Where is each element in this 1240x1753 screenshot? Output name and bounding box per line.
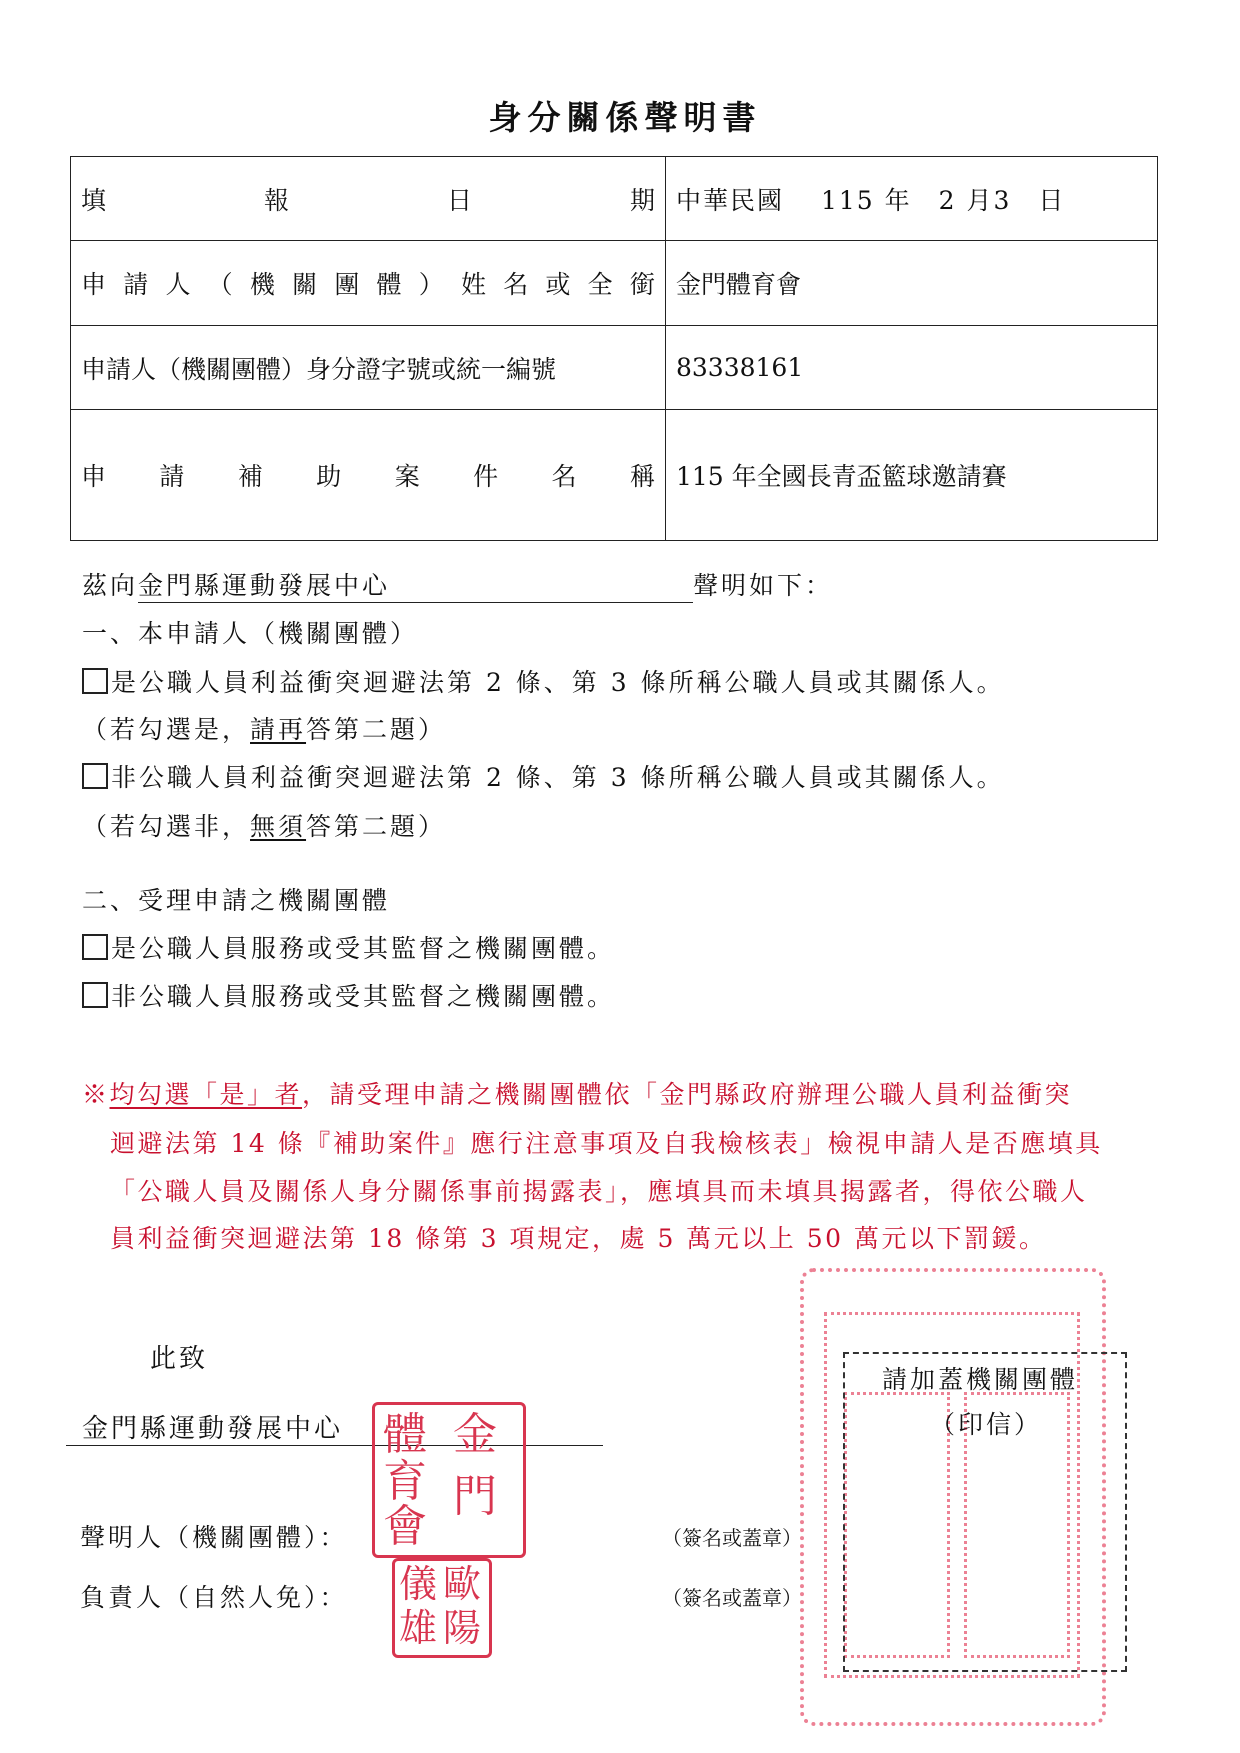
label-char: 日 bbox=[446, 185, 472, 215]
notice-line-1 bbox=[82, 1075, 1072, 1111]
section1-option-no[interactable] bbox=[82, 758, 1005, 794]
notice-line-2: 迴避法第 14 條『補助案件』應行注意事項及自我檢核表」檢視申請人是否應填具 bbox=[110, 1129, 1103, 1158]
table-row bbox=[71, 241, 1158, 326]
declaration-prefix: 茲向 bbox=[82, 571, 139, 600]
label-char: 稱 bbox=[629, 462, 655, 491]
option-text: 非公職人員利益衝突迴避法第 2 條、第 3 條所稱公職人員或其關係人。 bbox=[111, 763, 1005, 792]
note-text: （若勾選非， bbox=[82, 812, 251, 841]
label-char: 補 bbox=[237, 462, 263, 491]
label-char: 關 bbox=[292, 270, 318, 299]
label-char: 期 bbox=[629, 185, 655, 215]
seal-char: 會 bbox=[383, 1501, 427, 1552]
label-date bbox=[71, 157, 666, 241]
section1-note-yes bbox=[82, 710, 446, 746]
value-applicant-id: 83338161 bbox=[666, 326, 1158, 410]
label-char: 申 bbox=[81, 462, 107, 491]
label-char: 全 bbox=[587, 270, 613, 299]
label-char: 名 bbox=[503, 270, 529, 299]
label-char: 請 bbox=[123, 270, 149, 299]
page-title: 身分關係聲明書 bbox=[488, 98, 762, 137]
note-text: （若勾選是， bbox=[82, 715, 251, 744]
label-char: 報 bbox=[263, 185, 289, 215]
checkbox[interactable] bbox=[82, 982, 108, 1008]
label-char: 人 bbox=[165, 270, 191, 299]
value-case-name: 115 年全國長青盃籃球邀請賽 bbox=[666, 410, 1158, 541]
section1-heading: 一、本申請人（機關團體） bbox=[82, 619, 419, 648]
declarant-sign-hint: （簽名或蓋章） bbox=[662, 1526, 802, 1550]
label-char: （ bbox=[207, 270, 233, 299]
note-text: 答第二題） bbox=[306, 715, 447, 744]
seal-char: 門 bbox=[453, 1471, 497, 1522]
value-applicant-name: 金門體育會 bbox=[666, 241, 1158, 326]
label-char: 機 bbox=[249, 270, 275, 299]
notice-line-4: 員利益衝突迴避法第 18 條第 3 項規定，處 5 萬元以上 50 萬元以下罰鍰。 bbox=[110, 1224, 1047, 1253]
table-row bbox=[71, 326, 1158, 410]
label-char: 申 bbox=[81, 270, 107, 299]
reference-mark: ※ bbox=[82, 1080, 110, 1109]
seal-char: 金 bbox=[453, 1409, 497, 1460]
notice-emphasis: 均勾選「是」者 bbox=[109, 1080, 303, 1109]
seal-char: 陽 bbox=[443, 1606, 482, 1650]
seal-char: 體 bbox=[383, 1409, 427, 1460]
note-text: 答第二題） bbox=[306, 812, 447, 841]
info-table bbox=[70, 156, 1158, 541]
representative-seal bbox=[392, 1558, 492, 1658]
seal-area-box bbox=[843, 1352, 1127, 1672]
seal-char: 歐 bbox=[443, 1562, 482, 1606]
seal-box-instruction: 請加蓋機關團體 bbox=[882, 1365, 1079, 1394]
label-char: 案 bbox=[394, 462, 420, 491]
section1-note-no bbox=[82, 807, 446, 843]
org-seal bbox=[372, 1402, 526, 1558]
salutation: 此致 bbox=[150, 1344, 209, 1374]
label-char: 銜 bbox=[629, 270, 655, 299]
declarant-label: 聲明人（機關團體）： bbox=[80, 1523, 348, 1552]
seal-char: 儀 bbox=[399, 1562, 438, 1606]
declaration-suffix: 聲明如下： bbox=[693, 571, 834, 600]
option-text: 非公職人員服務或受其監督之機關團體。 bbox=[111, 982, 616, 1011]
representative-sign-hint: （簽名或蓋章） bbox=[662, 1586, 802, 1610]
label-char: 請 bbox=[159, 462, 185, 491]
label-applicant-name bbox=[71, 241, 666, 326]
declaration-recipient: 金門縣運動發展中心 bbox=[138, 566, 693, 603]
seal-char: 育 bbox=[383, 1456, 427, 1507]
section2-heading: 二、受理申請之機關團體 bbox=[82, 886, 391, 915]
notice-text: ，請受理申請之機關團體依「金門縣政府辦理公職人員利益衝突 bbox=[302, 1080, 1073, 1109]
checkbox[interactable] bbox=[82, 668, 108, 694]
checkbox[interactable] bbox=[82, 934, 108, 960]
label-char: 填 bbox=[81, 185, 107, 215]
table-row bbox=[71, 157, 1158, 241]
option-text: 是公職人員服務或受其監督之機關團體。 bbox=[111, 934, 616, 963]
label-char: 助 bbox=[316, 462, 342, 491]
value-date: 中華民國 115 年 2 月3 日 bbox=[666, 157, 1158, 241]
section2-option-no[interactable] bbox=[82, 977, 615, 1013]
section1-option-yes[interactable] bbox=[82, 663, 1005, 699]
seal-char: 雄 bbox=[399, 1606, 438, 1650]
note-emphasis: 請再 bbox=[250, 715, 307, 744]
seal-box-instruction-2: （印信） bbox=[930, 1410, 1043, 1439]
closing-recipient: 金門縣運動發展中心 bbox=[82, 1414, 344, 1444]
label-char: 姓 bbox=[460, 270, 486, 299]
representative-label: 負責人（自然人免）： bbox=[80, 1583, 348, 1612]
declaration-line bbox=[82, 566, 833, 603]
notice-line-3: 「公職人員及關係人身分關係事前揭露表」，應填具而未填具揭露者，得依公職人 bbox=[110, 1177, 1088, 1206]
checkbox[interactable] bbox=[82, 763, 108, 789]
label-char: 名 bbox=[551, 462, 577, 491]
note-emphasis: 無須 bbox=[250, 812, 307, 841]
label-char: 或 bbox=[545, 270, 571, 299]
label-char: 體 bbox=[376, 270, 402, 299]
section2-option-yes[interactable] bbox=[82, 929, 615, 965]
label-applicant-id: 申請人（機關團體）身分證字號或統一編號 bbox=[71, 326, 666, 410]
label-char: 件 bbox=[473, 462, 499, 491]
table-row bbox=[71, 410, 1158, 541]
label-case-name bbox=[71, 410, 666, 541]
label-char: 團 bbox=[334, 270, 360, 299]
label-char: ） bbox=[418, 270, 444, 299]
option-text: 是公職人員利益衝突迴避法第 2 條、第 3 條所稱公職人員或其關係人。 bbox=[111, 668, 1005, 697]
